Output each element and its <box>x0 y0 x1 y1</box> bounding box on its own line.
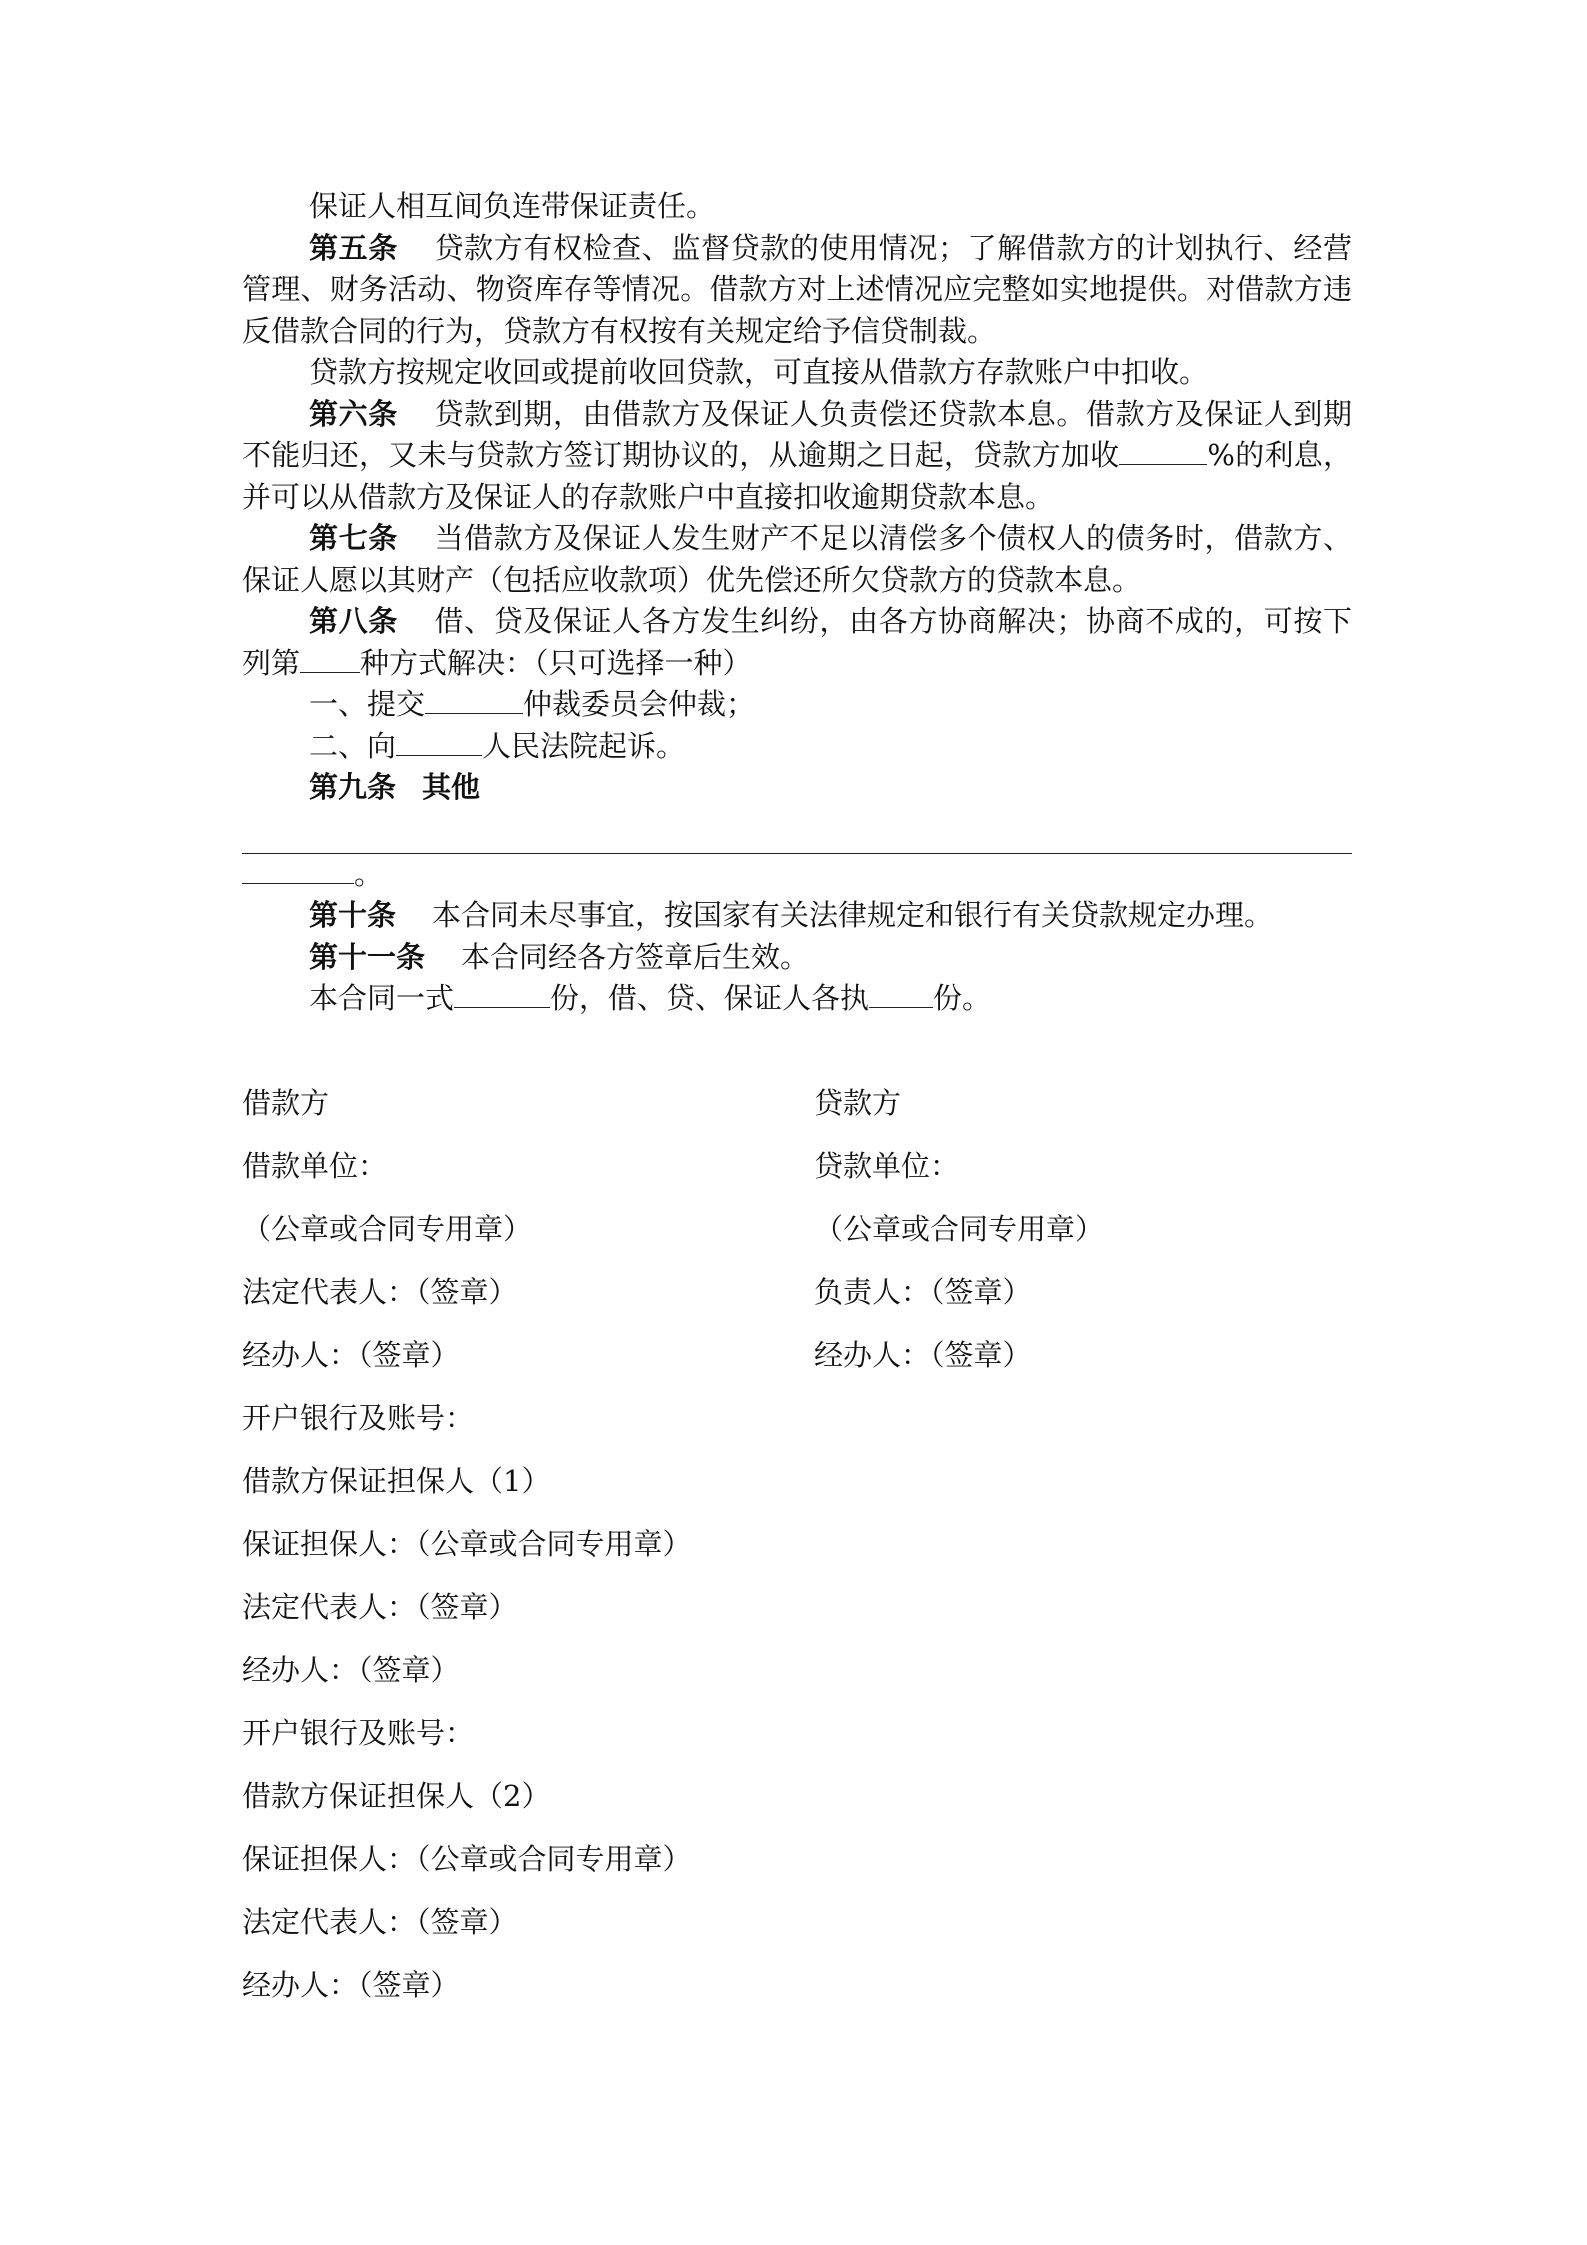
article-5-paragraph-2: 贷款方按规定收回或提前收回贷款，可直接从借款方存款账户中扣收。 <box>309 355 1209 389</box>
article-9-title: 其他 <box>422 770 481 804</box>
article-10-heading: 第十条 <box>309 898 397 932</box>
guarantor1-seal: 保证担保人：（公章或合同专用章） <box>242 1527 692 1561</box>
arbitration-committee-blank[interactable] <box>425 685 523 714</box>
article-5 <box>242 228 1352 353</box>
article-6-heading: 第六条 <box>309 396 398 431</box>
lender-rep: 负责人：（签章） <box>814 1275 1032 1309</box>
guarantor2-rep: 法定代表人：（签章） <box>242 1905 518 1939</box>
guarantor2-agent: 经办人：（签章） <box>242 1968 460 2002</box>
article-5-heading: 第五条 <box>309 230 398 265</box>
method-number-blank[interactable] <box>300 644 360 673</box>
guarantor1-agent: 经办人：（签章） <box>242 1653 460 1687</box>
guarantor1-bank: 开户银行及账号： <box>242 1716 475 1750</box>
borrower-unit: 借款单位： <box>242 1149 388 1183</box>
article-5-text: 贷款方有权检查、监督贷款的使用情况；了解借款方的计划执行、经营管理、财务活动、物资库存等情况。借款方对上述情况应完整如实地提供。对借款方违反借款合同的行为，贷款方有权按有关规定给予信贷制裁。 <box>242 230 1352 348</box>
guarantor2-seal: 保证担保人：（公章或合同专用章） <box>242 1842 692 1876</box>
article-6: 第六条 贷款到期，由借款方及保证人负责偿还贷款本息。借款方及保证人到期不能归还，又未与贷款方签订期协议的，从逾期之日起，贷款方加收 %的利息，并可以从借款方及保证人的存款账户中直接扣收逾期贷款本息。 <box>242 396 1352 514</box>
borrower-seal: （公章或合同专用章） <box>242 1212 533 1246</box>
guarantor1-rep: 法定代表人：（签章） <box>242 1590 518 1624</box>
paragraph-guarantor-liability: 保证人相互间负连带保证责任。 <box>309 189 716 223</box>
lender-unit: 贷款单位： <box>814 1149 960 1183</box>
guarantor1-title: 借款方保证担保人（1） <box>242 1464 551 1498</box>
option-court: 二、向 人民法院起诉。 <box>309 728 686 763</box>
other-terms-line[interactable] <box>242 809 1352 854</box>
option-arbitration: 一、提交 仲裁委员会仲裁； <box>309 687 756 721</box>
guarantor2-title: 借款方保证担保人（2） <box>242 1779 551 1813</box>
article-9 <box>242 767 1352 809</box>
lender-title: 贷款方 <box>814 1086 902 1120</box>
article-9-heading: 第九条 <box>309 770 397 804</box>
court-name-blank[interactable] <box>396 727 482 756</box>
article-8-heading: 第八条 <box>309 604 398 638</box>
article-11: 第十一条 本合同经各方签章后生效。 <box>309 939 810 974</box>
lender-seal: （公章或合同专用章） <box>814 1212 1105 1246</box>
borrower-bank: 开户银行及账号： <box>242 1401 475 1435</box>
contract-body <box>242 186 1352 1020</box>
article-8: 第八条 借、贷及保证人各方发生纠纷，由各方协商解决；协商不成的，可按下列第 种方式解决：（只可选择一种） <box>242 604 1352 680</box>
copies-clause: 本合同一式 份，借、贷、保证人各执 份。 <box>309 981 992 1015</box>
article-11-heading: 第十一条 <box>309 939 426 974</box>
borrower-agent: 经办人：（签章） <box>242 1338 460 1372</box>
borrower-rep: 法定代表人：（签章） <box>242 1275 518 1309</box>
borrower-title: 借款方 <box>242 1086 330 1120</box>
article-10: 第十条 本合同未尽事宜，按国家有关法律规定和银行有关贷款规定办理。 <box>309 898 1274 932</box>
interest-rate-blank[interactable] <box>1119 436 1207 465</box>
copies-each-blank[interactable] <box>869 979 933 1008</box>
article-7: 第七条 当借款方及保证人发生财产不足以清偿多个债权人的债务时，借款方、保证人愿以其财产（包括应收款项）优先偿还所欠贷款方的贷款本息。 <box>242 521 1352 597</box>
article-7-heading: 第七条 <box>309 521 398 555</box>
copies-total-blank[interactable] <box>454 979 550 1008</box>
lender-agent: 经办人：（签章） <box>814 1338 1032 1372</box>
other-terms-blank[interactable] <box>242 855 354 884</box>
other-terms-end: 。 <box>242 854 1352 896</box>
